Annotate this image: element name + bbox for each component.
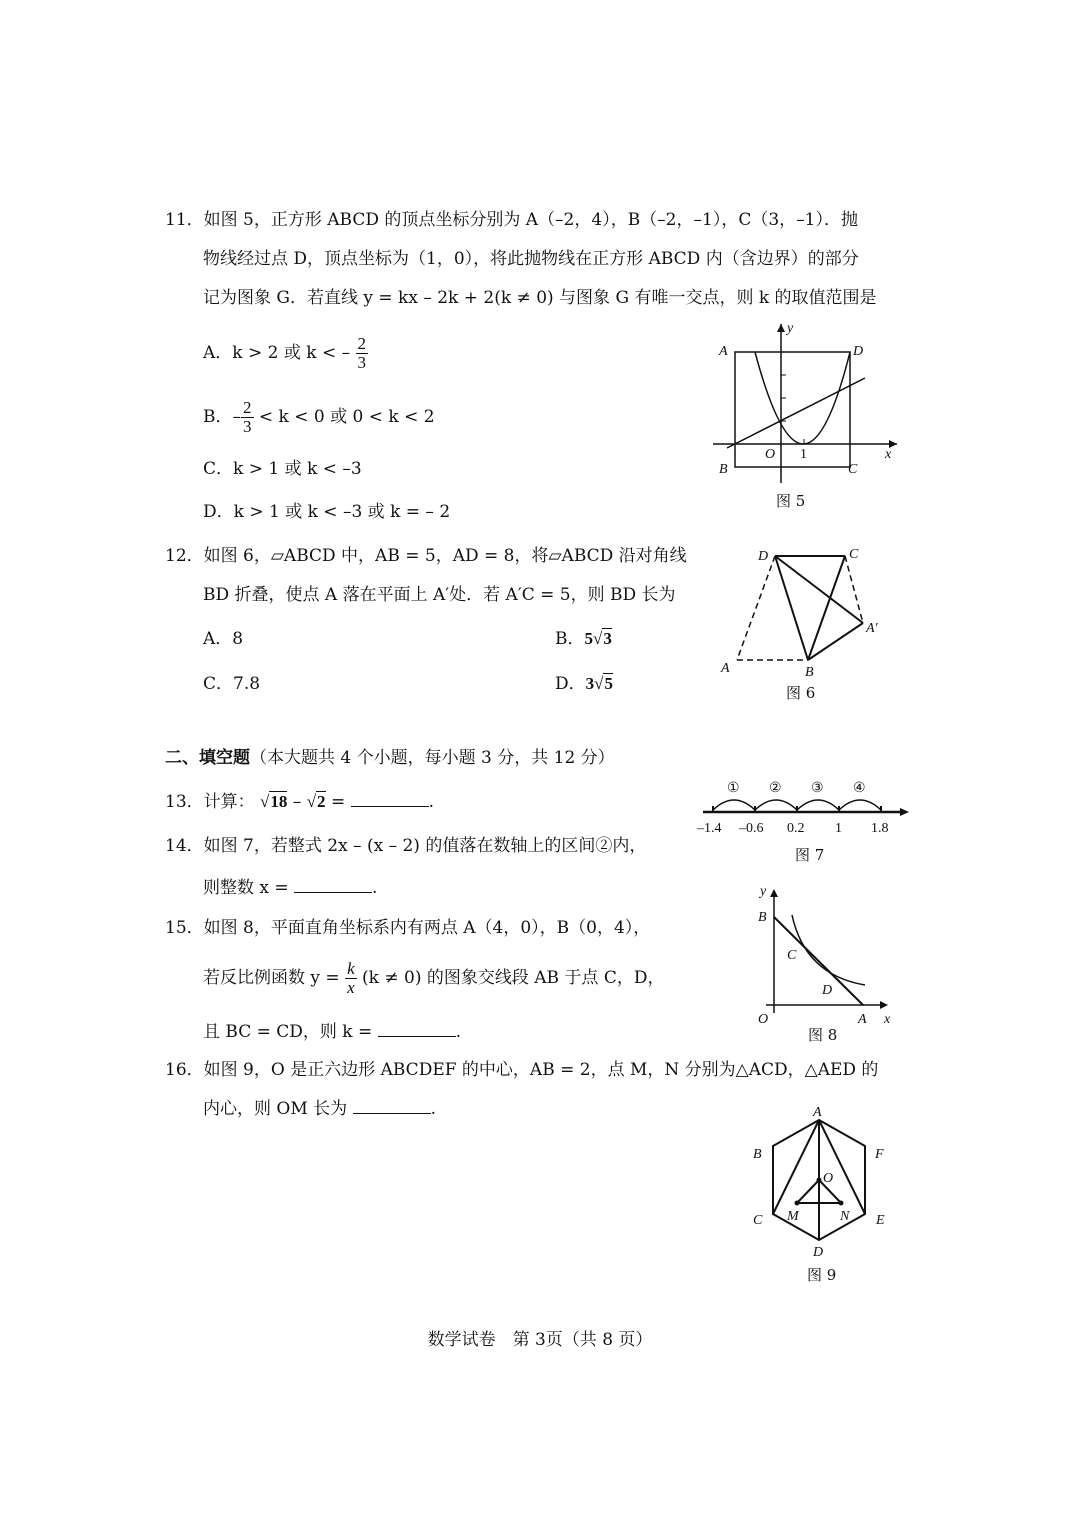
q16-line2-text: 内心，则 OM 长为	[203, 1099, 348, 1119]
q13-end: .	[428, 792, 435, 812]
circle-label-3: ③	[811, 781, 824, 796]
radicand: 2	[317, 792, 326, 811]
section2-header	[165, 746, 615, 770]
coefficient: 3	[585, 674, 595, 693]
x-axis-arrow-icon	[880, 1001, 888, 1009]
frac-numerator: k	[347, 959, 355, 978]
segment-cb	[808, 556, 845, 660]
frac-denominator: 3	[243, 417, 252, 436]
q13-line	[165, 790, 434, 814]
label-a: A	[721, 661, 730, 676]
label-n: N	[840, 1209, 850, 1224]
q14-end: .	[372, 878, 378, 898]
q16-line2	[203, 1097, 436, 1121]
figure-9	[745, 1100, 900, 1260]
q12-option-c: C．7.8	[203, 674, 261, 694]
frac-denominator: 3	[357, 353, 367, 372]
figure-6	[715, 540, 895, 685]
figure-5	[705, 318, 905, 488]
q11-option-a-fraction	[356, 335, 369, 372]
line-y-kx	[727, 378, 865, 448]
point-n	[839, 1201, 844, 1206]
circle-label-4: ④	[853, 781, 866, 796]
figure-8	[750, 885, 900, 1030]
radicand: 3	[603, 629, 612, 648]
segment-db	[775, 556, 808, 660]
q12-option-d-value: 3√5	[585, 674, 613, 693]
label-x: x	[884, 1012, 891, 1027]
q11-option-b	[203, 394, 435, 440]
q15-answer-blank[interactable]	[378, 1020, 456, 1037]
q15-line2-pre: 若反比例函数 y =	[203, 968, 340, 988]
label-b: B	[753, 1147, 762, 1162]
parabola	[755, 352, 850, 444]
y-axis-arrow-icon	[777, 324, 785, 332]
q13-minus: –	[292, 792, 302, 812]
q13-radical-1: √18	[260, 792, 288, 811]
q11-line1: 11．如图 5，正方形 ABCD 的顶点坐标分别为 A（–2，4），B（–2，–1），C（3，–1）．抛	[165, 210, 858, 230]
q14-line2	[203, 876, 377, 900]
q11-line2: 物线经过点 D，顶点坐标为（1，0），将此抛物线在正方形 ABCD 内（含边界）的部分	[203, 249, 859, 269]
hyperbola	[792, 915, 865, 985]
circle-label-1: ①	[727, 781, 740, 796]
segment-dap	[775, 556, 863, 623]
interval-arc-4	[839, 800, 881, 810]
q13-answer-blank[interactable]	[351, 790, 429, 807]
figure-7	[695, 776, 915, 838]
figure-6-caption: 图 6	[786, 684, 816, 702]
radicand: 18	[270, 792, 288, 811]
q12-option-b-prefix: B．	[555, 629, 585, 649]
figure-7-caption: 图 7	[795, 846, 825, 864]
label-d: D	[758, 549, 769, 564]
label-b: B	[758, 910, 767, 925]
label-o: O	[765, 447, 776, 462]
q12-option-a: A．8	[203, 629, 244, 649]
q12-option-d-prefix: D．	[555, 674, 586, 694]
q11-option-d: D．k > 1 或 k < –3 或 k = – 2	[203, 502, 451, 522]
q14-line1: 14．如图 7，若整式 2x – (x – 2) 的值落在数轴上的区间②内，	[165, 836, 647, 856]
q15-end: .	[455, 1022, 462, 1042]
segment-cap	[845, 556, 863, 623]
q12-line1: 12．如图 6，▱ABCD 中，AB = 5，AD = 8，将▱ABCD 沿对角线	[165, 546, 687, 566]
q15-line3	[203, 1020, 461, 1044]
tick-label: –0.6	[739, 821, 764, 836]
label-one: 1	[800, 447, 807, 462]
q13-equals: =	[330, 792, 346, 812]
q14-line2-text: 则整数 x =	[203, 878, 289, 898]
label-c: C	[849, 547, 859, 562]
label-b: B	[719, 462, 728, 477]
interval-arc-1	[713, 800, 755, 810]
label-x: x	[885, 447, 892, 462]
y-axis-arrow-icon	[770, 889, 778, 897]
q15-line2	[203, 955, 664, 1001]
label-d: D	[822, 983, 833, 998]
label-c: C	[753, 1213, 763, 1228]
figure-9-caption: 图 9	[807, 1266, 837, 1284]
segment-om	[797, 1180, 819, 1203]
tick-label: 1	[835, 821, 842, 836]
radicand: 5	[604, 674, 613, 693]
label-c: C	[787, 948, 797, 963]
q12-line2: BD 折叠，使点 A 落在平面上 A′处．若 A′C = 5，则 BD 长为	[203, 585, 676, 605]
label-b: B	[805, 665, 814, 680]
q11-option-b-text: < k < 0 或 0 < k < 2	[258, 407, 435, 427]
q11-line3: 记为图象 G．若直线 y = kx – 2k + 2(k ≠ 0) 与图象 G 有唯一交点，则 k 的取值范围是	[203, 288, 877, 308]
label-o: O	[758, 1012, 769, 1027]
section2-desc: （本大题共 4 个小题，每小题 3 分，共 12 分）	[250, 748, 615, 768]
frac-denominator: x	[347, 978, 355, 997]
q13-radical-2: √2	[306, 792, 326, 811]
point-o	[817, 1178, 822, 1183]
circle-label-2: ②	[769, 781, 782, 796]
q12-option-b	[555, 627, 612, 651]
label-a: A	[719, 344, 728, 359]
tick-label: –1.4	[697, 821, 722, 836]
label-a-prime: A′	[866, 621, 878, 636]
q12-option-b-value: 5√3	[584, 629, 612, 648]
label-a: A	[858, 1012, 867, 1027]
label-o: O	[823, 1171, 834, 1186]
label-a: A	[813, 1105, 822, 1120]
segment-da	[737, 556, 775, 660]
frac-numerator: 2	[243, 398, 252, 417]
q11-option-b-fraction	[241, 399, 254, 436]
q16-line1: 16．如图 9，O 是正六边形 ABCDEF 的中心，AB = 2，点 M，N 分别为△ACD，△AED 的	[165, 1060, 879, 1080]
q11-option-b-prefix: B．–	[203, 407, 241, 427]
label-d: D	[813, 1245, 824, 1260]
q15-line2-post: (k ≠ 0) 的图象交线段 AB 于点 C，D，	[362, 968, 665, 988]
label-e: E	[876, 1213, 885, 1228]
q14-answer-blank[interactable]	[294, 876, 372, 893]
interval-arc-3	[797, 800, 839, 810]
point-m	[795, 1201, 800, 1206]
frac-numerator: 2	[357, 334, 367, 353]
page-footer: 数学试卷 第 3页（共 8 页）	[427, 1330, 653, 1350]
q15-line1: 15．如图 8，平面直角坐标系内有两点 A（4，0），B（0，4），	[165, 918, 651, 938]
label-y: y	[787, 321, 794, 336]
q12-option-d	[555, 672, 613, 696]
q11-option-a	[203, 330, 368, 376]
segment-bap	[808, 623, 863, 660]
figure-8-caption: 图 8	[808, 1026, 838, 1044]
figure-5-caption: 图 5	[776, 492, 806, 510]
interval-arc-2	[755, 800, 797, 810]
label-d: D	[853, 344, 864, 359]
q16-end: .	[430, 1099, 436, 1119]
section2-title: 二、填空题	[165, 748, 250, 768]
label-f: F	[875, 1147, 884, 1162]
label-m: M	[787, 1209, 799, 1224]
q13-prefix: 13．计算：	[165, 792, 255, 812]
q15-line3-text: 且 BC = CD，则 k =	[203, 1022, 373, 1042]
q16-answer-blank[interactable]	[353, 1097, 431, 1114]
q11-option-c: C．k > 1 或 k < –3	[203, 459, 362, 479]
q15-fraction	[345, 960, 357, 997]
tick-label: 0.2	[787, 821, 805, 836]
label-c: C	[848, 462, 858, 477]
q11-option-a-text: A．k > 2 或 k < –	[203, 343, 351, 363]
number-line-arrow-icon	[900, 808, 909, 816]
tick-label: 1.8	[871, 821, 889, 836]
coefficient: 5	[584, 629, 593, 648]
label-y: y	[760, 885, 767, 899]
